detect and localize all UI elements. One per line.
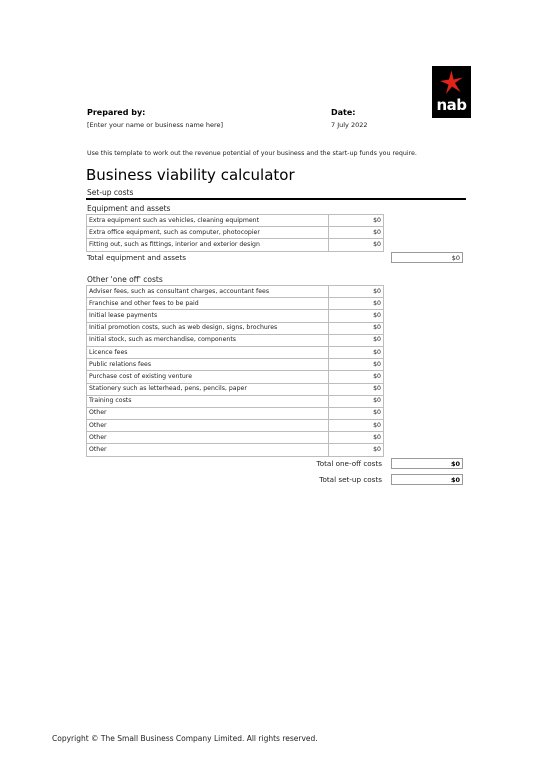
- one-off-total-label: Total one-off costs: [316, 459, 382, 468]
- logo-wordmark: nab: [436, 96, 467, 114]
- setup-total-label: Total set-up costs: [319, 475, 382, 484]
- table-row: [87, 432, 384, 444]
- cost-description: Adviser fees, such as consultant charges, accountant fees: [87, 286, 329, 298]
- table-row: [87, 371, 384, 383]
- nab-logo: [432, 66, 471, 118]
- cost-amount-input[interactable]: $0: [329, 432, 384, 444]
- equipment-heading: Equipment and assets: [87, 204, 171, 213]
- intro-text: Use this template to work out the revenue potential of your business and the start-up funds you require.: [87, 150, 417, 157]
- equipment-total-value: $0: [391, 252, 463, 263]
- one-off-total-value: $0: [391, 458, 463, 469]
- cost-description: Initial stock, such as merchandise, components: [87, 334, 329, 346]
- table-row: [87, 359, 384, 371]
- cost-amount-input[interactable]: $0: [329, 371, 384, 383]
- page-title: Business viability calculator: [86, 166, 295, 184]
- table-row: [87, 322, 384, 334]
- table-row: [87, 227, 384, 239]
- table-row: [87, 298, 384, 310]
- cost-amount-input[interactable]: $0: [329, 420, 384, 432]
- cost-amount-input[interactable]: $0: [329, 322, 384, 334]
- table-row: [87, 395, 384, 407]
- cost-amount-input[interactable]: $0: [329, 395, 384, 407]
- cost-description: Initial lease payments: [87, 310, 329, 322]
- cost-description: Stationery such as letterhead, pens, pencils, paper: [87, 383, 329, 395]
- cost-description: Fitting out, such as fittings, interior and exterior design: [87, 239, 329, 251]
- cost-amount-input[interactable]: $0: [329, 383, 384, 395]
- equipment-total-label: Total equipment and assets: [87, 253, 186, 262]
- table-row: [87, 334, 384, 346]
- cost-description: Extra office equipment, such as computer, photocopier: [87, 227, 329, 239]
- copyright-footer: Copyright © The Small Business Company Limited. All rights reserved.: [52, 734, 318, 743]
- date-label: Date:: [331, 108, 356, 117]
- cost-amount-input[interactable]: $0: [329, 215, 384, 227]
- table-row: [87, 286, 384, 298]
- cost-description: Franchise and other fees to be paid: [87, 298, 329, 310]
- page-subtitle: Set-up costs: [87, 188, 134, 197]
- cost-description: Other: [87, 432, 329, 444]
- table-row: [87, 383, 384, 395]
- star-icon: [439, 70, 464, 95]
- cost-description: Other: [87, 444, 329, 456]
- cost-description: Purchase cost of existing venture: [87, 371, 329, 383]
- cost-description: Initial promotion costs, such as web design, signs, brochures: [87, 322, 329, 334]
- title-divider: [86, 198, 466, 200]
- cost-amount-input[interactable]: $0: [329, 227, 384, 239]
- cost-amount-input[interactable]: $0: [329, 359, 384, 371]
- table-row: [87, 215, 384, 227]
- equipment-table: [86, 214, 384, 252]
- cost-description: Other: [87, 420, 329, 432]
- table-row: [87, 346, 384, 358]
- prepared-by-label: Prepared by:: [87, 108, 146, 117]
- cost-amount-input[interactable]: $0: [329, 334, 384, 346]
- table-row: [87, 407, 384, 419]
- table-row: [87, 420, 384, 432]
- one-off-heading: Other 'one off' costs: [87, 275, 163, 284]
- cost-amount-input[interactable]: $0: [329, 239, 384, 251]
- cost-description: Public relations fees: [87, 359, 329, 371]
- cost-description: Other: [87, 407, 329, 419]
- cost-amount-input[interactable]: $0: [329, 444, 384, 456]
- cost-amount-input[interactable]: $0: [329, 346, 384, 358]
- cost-description: Licence fees: [87, 346, 329, 358]
- cost-description: Training costs: [87, 395, 329, 407]
- table-row: [87, 444, 384, 456]
- table-row: [87, 310, 384, 322]
- one-off-table: [86, 285, 384, 457]
- cost-amount-input[interactable]: $0: [329, 310, 384, 322]
- cost-description: Extra equipment such as vehicles, cleaning equipment: [87, 215, 329, 227]
- date-field[interactable]: 7 July 2022: [331, 121, 368, 129]
- cost-amount-input[interactable]: $0: [329, 407, 384, 419]
- setup-total-value: $0: [391, 474, 463, 485]
- prepared-by-field[interactable]: [Enter your name or business name here]: [87, 121, 224, 129]
- table-row: [87, 239, 384, 251]
- cost-amount-input[interactable]: $0: [329, 298, 384, 310]
- cost-amount-input[interactable]: $0: [329, 286, 384, 298]
